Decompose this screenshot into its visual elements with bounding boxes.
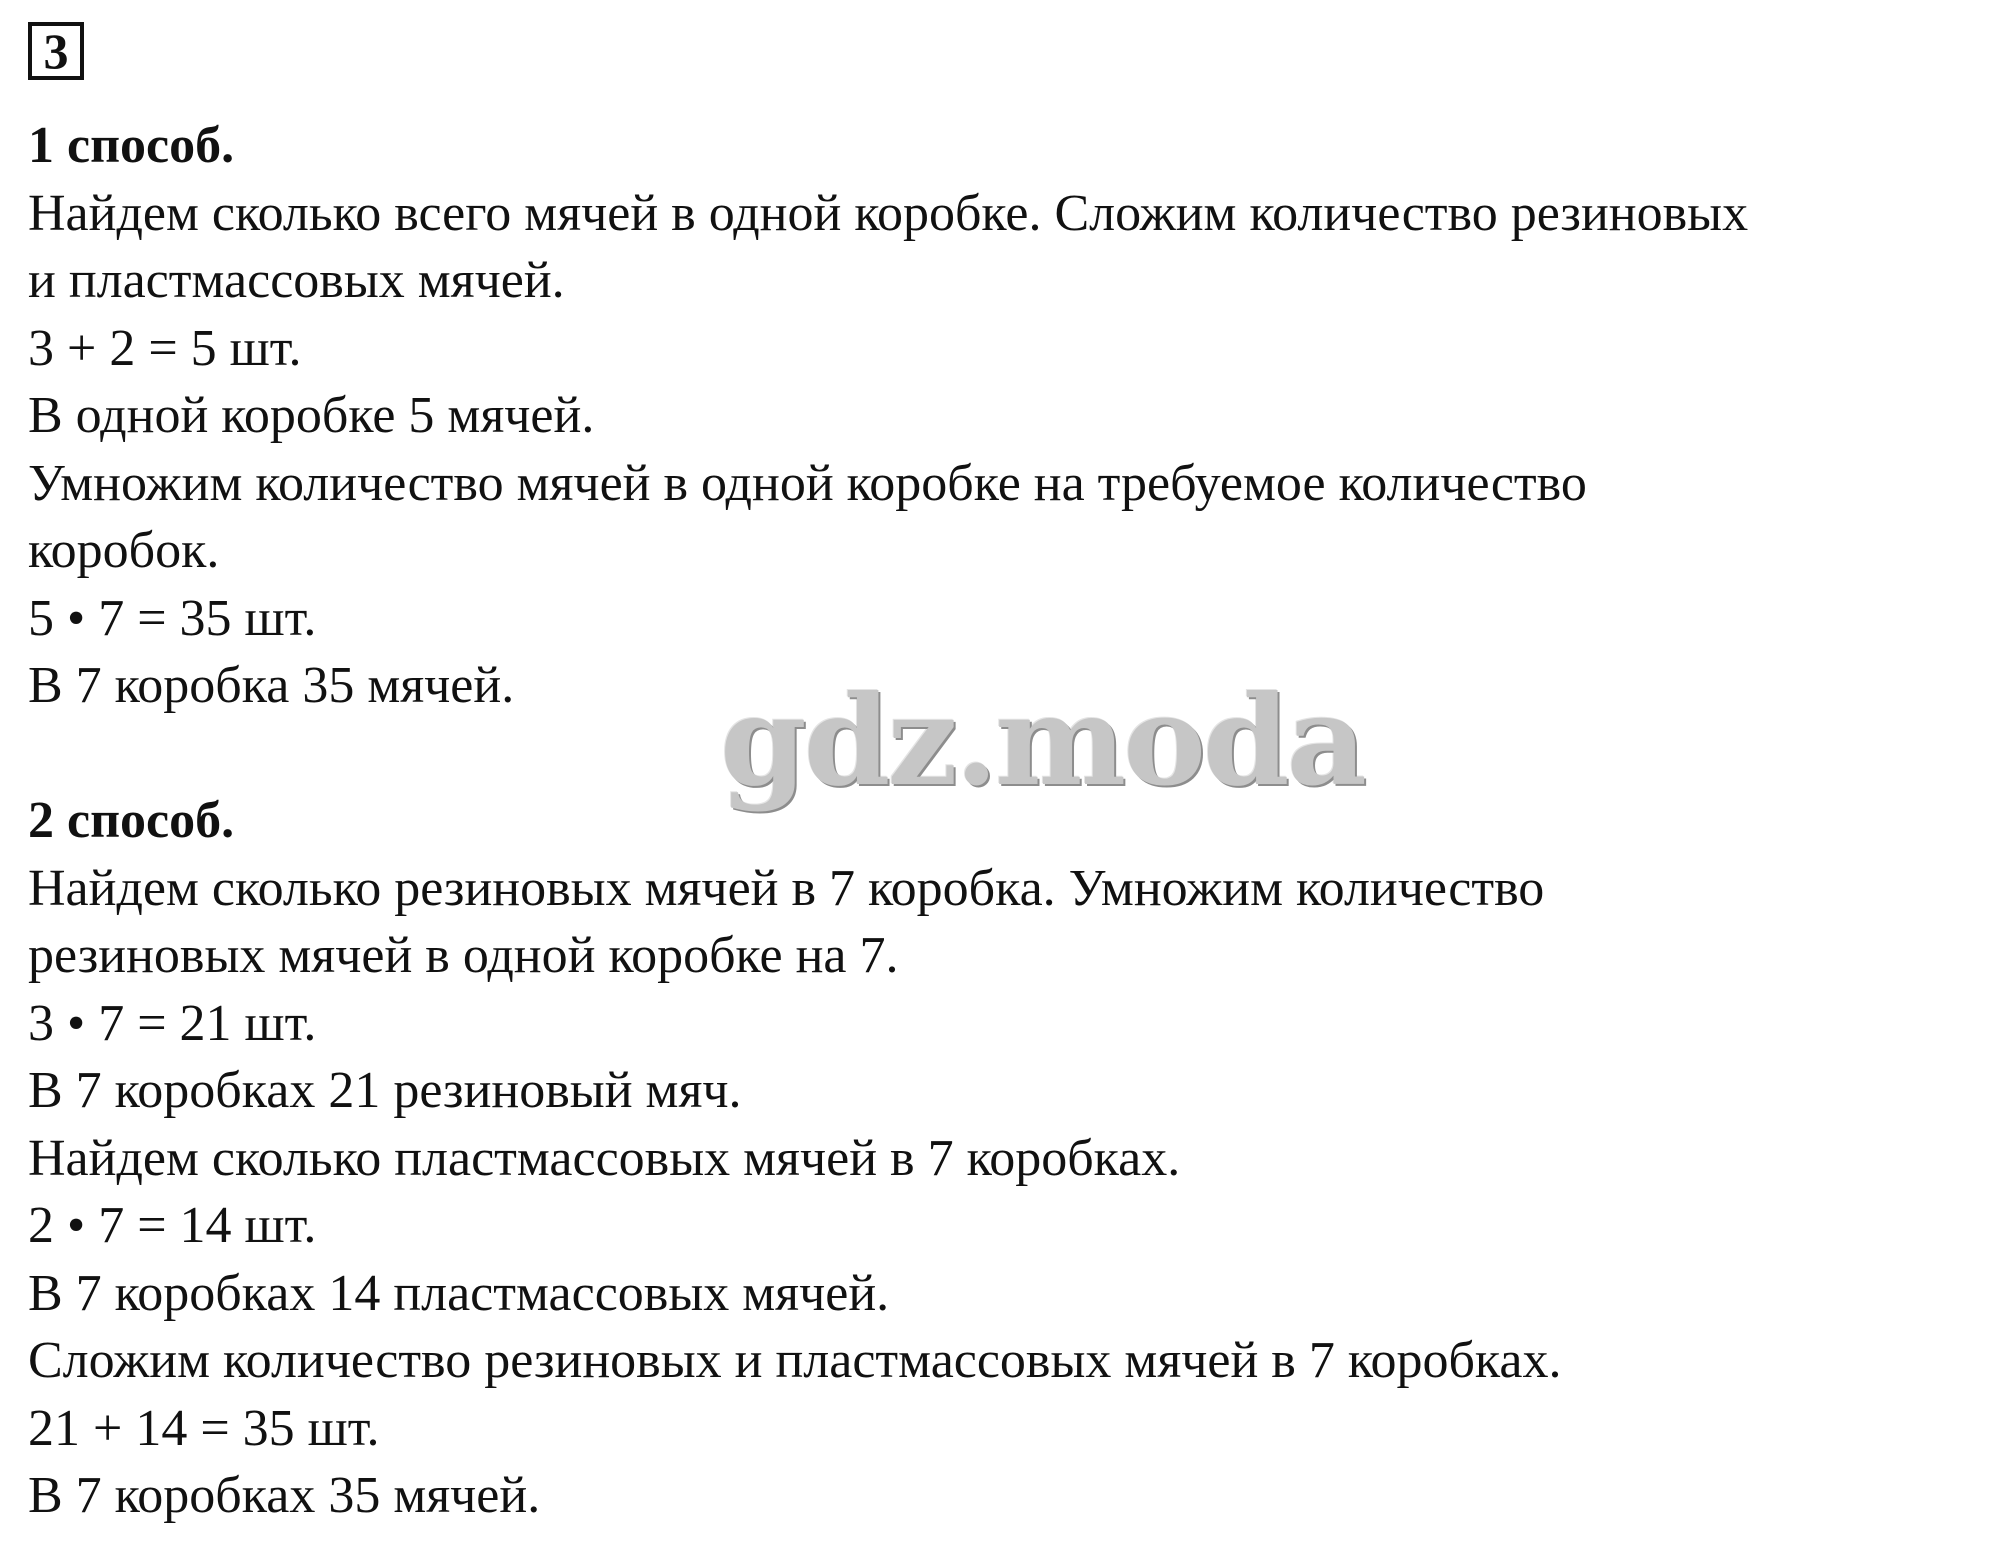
method-1-line-4: В одной коробке 5 мячей. — [28, 387, 595, 444]
method-2-line-1: Найдем сколько резиновых мячей в 7 коробка. Умножим количество — [28, 859, 1545, 917]
method-2-heading: 2 способ. — [28, 792, 235, 849]
method-1-heading: 1 способ. — [28, 117, 235, 174]
method-2-line-4: В 7 коробках 21 резиновый мяч. — [28, 1062, 742, 1119]
method-2-section — [28, 787, 1978, 1530]
method-1-line-1: Найдем сколько всего мячей в одной коробке. Сложим количество резиновых — [28, 184, 1749, 242]
task-number-box: 3 — [28, 22, 84, 80]
method-2-equation-1: 3 • 7 = 21 шт. — [28, 994, 317, 1052]
watermark-logo: gdz.moda — [720, 669, 1364, 814]
method-2-line-7: В 7 коробках 14 пластмассовых мячей. — [28, 1264, 890, 1322]
method-2-line-2: резиновых мячей в одной коробке на 7. — [28, 927, 899, 984]
method-2-answer: В 7 коробках 35 мячей. — [28, 1467, 541, 1524]
method-1-line-2: и пластмассовых мячей. — [28, 252, 565, 309]
method-2-equation-2: 2 • 7 = 14 шт. — [28, 1197, 317, 1254]
method-2-line-8: Сложим количество резиновых и пластмассовых мячей в 7 коробках. — [28, 1332, 1562, 1389]
method-1-equation-2: 5 • 7 = 35 шт. — [28, 589, 317, 647]
method-1-section — [28, 112, 1978, 720]
method-1-equation-1: 3 + 2 = 5 шт. — [28, 319, 302, 377]
solution-content — [28, 112, 1978, 1530]
method-2-line-5: Найдем сколько пластмассовых мячей в 7 коробках. — [28, 1129, 1181, 1187]
method-2-equation-3: 21 + 14 = 35 шт. — [28, 1399, 380, 1457]
method-1-line-6: коробок. — [28, 522, 220, 579]
method-1-line-5: Умножим количество мячей в одной коробке на требуемое количество — [28, 454, 1587, 512]
method-1-answer: В 7 коробка 35 мячей. — [28, 657, 515, 714]
